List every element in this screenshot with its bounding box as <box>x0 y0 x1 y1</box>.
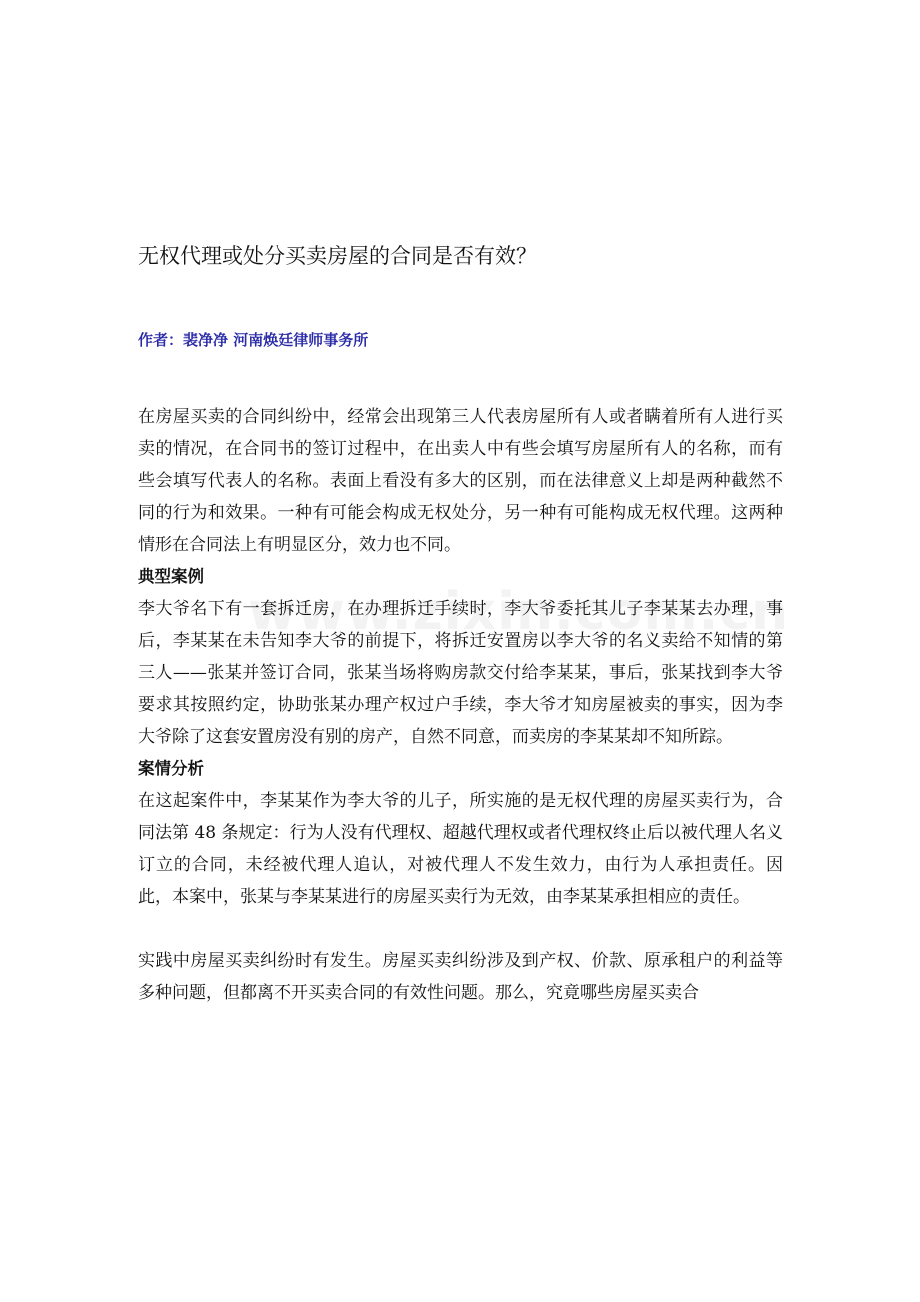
document-body <box>138 401 783 1009</box>
author-line: 作者：裴净净 河南焕廷律师事务所 <box>138 331 369 349</box>
practice-paragraph: 实践中房屋买卖纠纷时有发生。房屋买卖纠纷涉及到产权、价款、原承租户的利益等多种问题，但都离不开买卖合同的有效性问题。那么，究竟哪些房屋买卖合 <box>138 951 783 1003</box>
case-paragraph: 李大爷名下有一套拆迁房，在办理拆迁手续时，李大爷委托其儿子李某某去办理，事后，李某某在未告知李大爷的前提下，将拆迁安置房以李大爷的名义卖给不知情的第三人——张某并签订合同，张某当场将购房款交付给李某某，事后，张某找到李大爷要求其按照约定，协助张某办理产权过户手续，李大爷才知房屋被卖的事实，因为李大爷除了这套安置房没有别的房产，自然不同意，而卖房的李某某却不知所踪。 <box>138 599 783 747</box>
case-heading: 典型案例 <box>138 567 204 586</box>
intro-paragraph: 在房屋买卖的合同纠纷中，经常会出现第三人代表房屋所有人或者瞒着所有人进行买卖的情况，在合同书的签订过程中，在出卖人中有些会填写房屋所有人的名称，而有些会填写代表人的名称。表面上看没有多大的区别，而在法律意义上却是两种截然不同的行为和效果。一种有可能会构成无权处分，另一种有可能构成无权代理。这两种情形在合同法上有明显区分，效力也不同。 <box>138 407 783 555</box>
analysis-paragraph: 在这起案件中，李某某作为李大爷的儿子，所实施的是无权代理的房屋买卖行为，合同法第 48 条规定：行为人没有代理权、超越代理权或者代理权终止后以被代理人名义订立的合同，未经被代理人追认，对被代理人不发生效力，由行为人承担责任。因此，本案中，张某与李某某进行的房屋买卖行为无效，由李某某承担相应的责任。 <box>138 791 783 907</box>
paragraph-gap <box>138 913 783 945</box>
analysis-heading: 案情分析 <box>138 759 204 778</box>
document-title: 无权代理或处分买卖房屋的合同是否有效？ <box>138 244 537 268</box>
